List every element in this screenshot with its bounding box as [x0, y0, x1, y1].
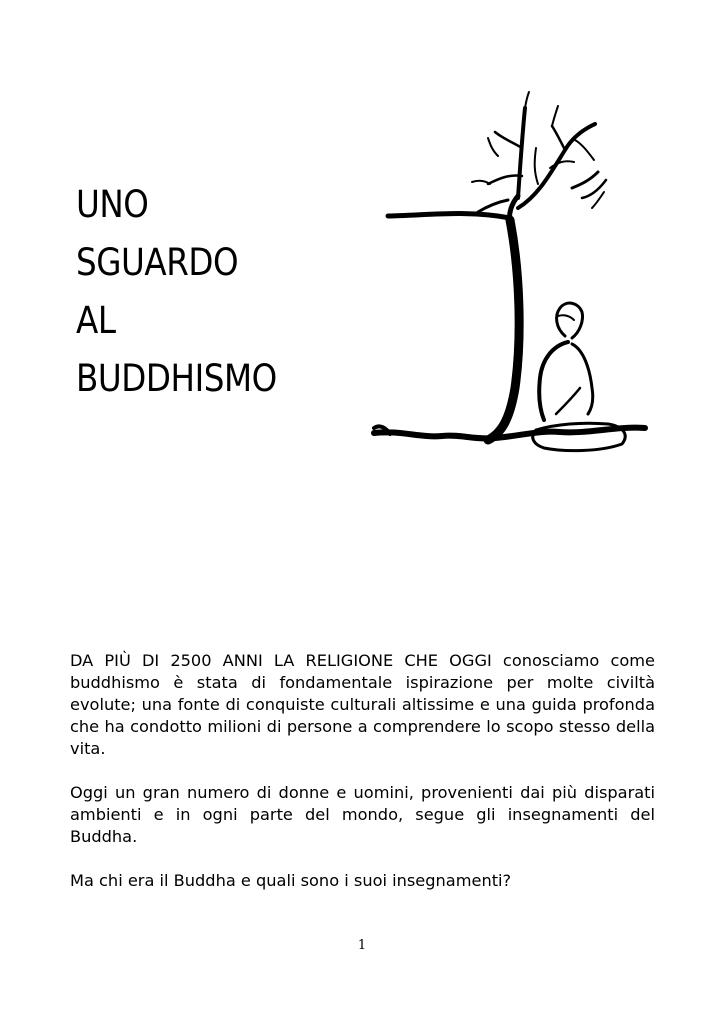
tree-central-branch [518, 108, 525, 198]
title-line-1: UNO [76, 183, 149, 226]
tree-left-branch [388, 214, 510, 218]
tree-right-branch [518, 124, 595, 208]
tree-trunk [488, 220, 519, 440]
paragraph-question: Ma chi era il Buddha e quali sono i suoi insegnamenti? [70, 871, 512, 890]
tree-and-meditating-buddha-illustration [360, 88, 660, 468]
title-line-3: AL [76, 299, 116, 342]
title-line-2: SGUARDO [76, 241, 239, 284]
paragraph-intro: DA PIÙ DI 2500 ANNI LA RELIGIONE CHE OGGI conosciamo come buddhismo è stata di fondamentale ispirazione per molte civiltà evolute; una fonte di conquiste culturali altissime e una guida profonda che ha condotto milioni di persone a comprendere lo scopo stesso della vita. [70, 651, 655, 758]
paragraph-followers: Oggi un gran numero di donne e uomini, provenienti dai più disparati ambienti e in ogni parte del mondo, segue gli insegnamenti del Buddha. [70, 783, 655, 846]
body-text [70, 650, 655, 914]
ground-line [374, 428, 645, 439]
document-title [76, 176, 277, 408]
title-line-4: BUDDHISMO [76, 357, 277, 400]
page-number: 1 [357, 938, 367, 953]
